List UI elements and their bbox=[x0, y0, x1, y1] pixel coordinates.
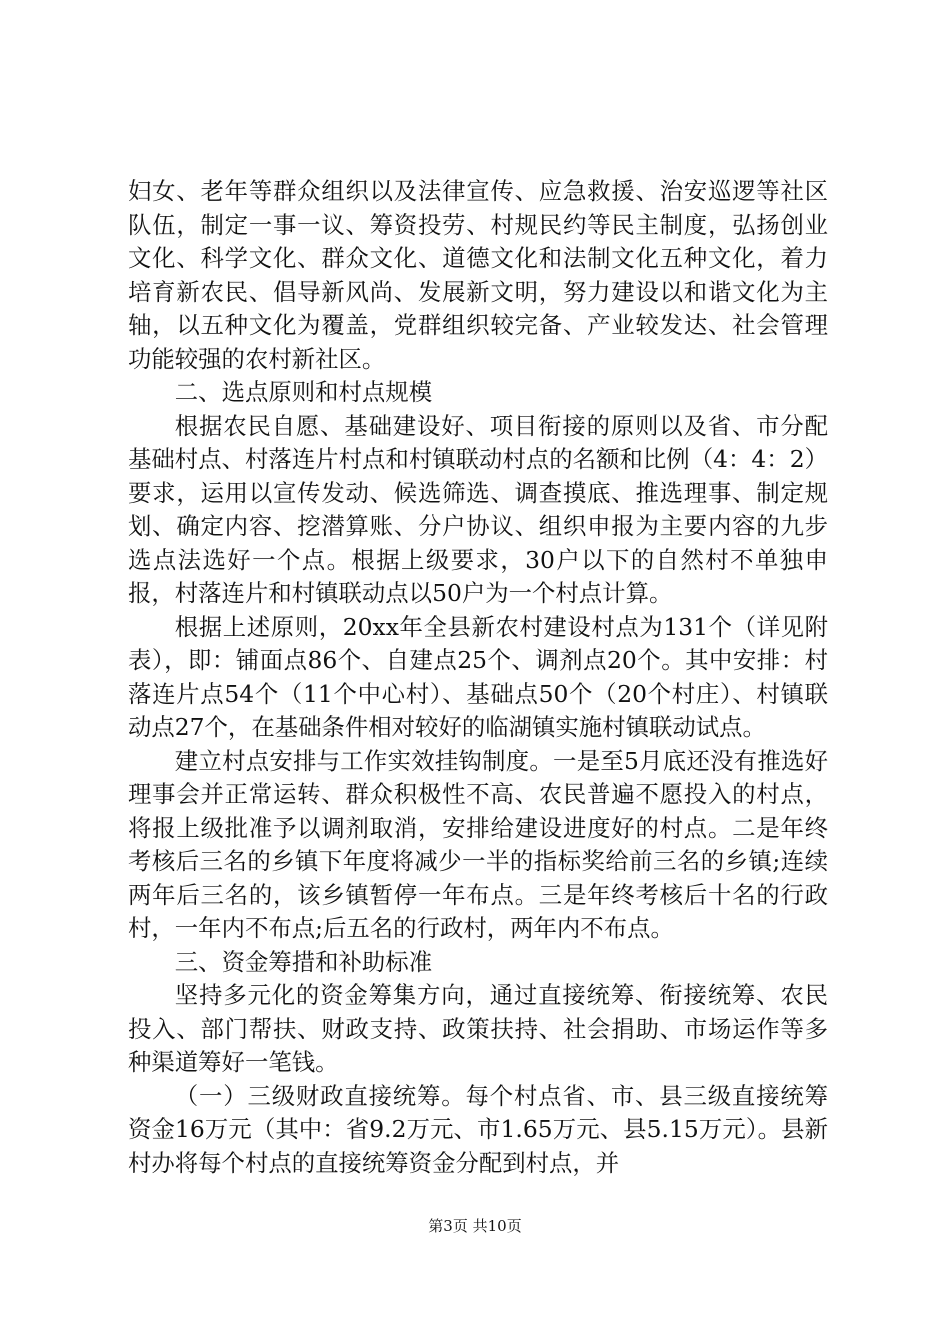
paragraph-5: 建立村点安排与工作实效挂钩制度。一是至5月底还没有推选好理事会并正常运转、群众积极性不高、农民普遍不愿投入的村点，将报上级批准予以调剂取消，安排给建设进度好的村点。二是年终考核后三名的乡镇下年度将减少一半的指标奖给前三名的乡镇;连续两年后三名的，该乡镇暂停一年布点。三是年终考核后十名的行政村，一年内不布点;后五名的行政村，两年内不布点。 bbox=[128, 746, 828, 942]
paragraph-8: （一）三级财政直接统筹。每个村点省、市、县三级直接统筹资金16万元（其中：省9.2万元、市1.65万元、县5.15万元）。县新村办将每个村点的直接统筹资金分配到村点，并 bbox=[128, 1081, 829, 1177]
page-number-footer: 第3页 共10页 bbox=[428, 1217, 522, 1235]
paragraph-7: 坚持多元化的资金筹集方向，通过直接统筹、衔接统筹、农民投入、部门帮扶、财政支持、政策扶持、社会捐助、市场运作等多种渠道筹好一笔钱。 bbox=[128, 981, 828, 1076]
section-heading-3: 三、资金筹措和补助标准 bbox=[174, 947, 433, 976]
section-heading-2: 二、选点原则和村点规模 bbox=[174, 378, 433, 406]
paragraph-3: 根据农民自愿、基础建设好、项目衔接的原则以及省、市分配基础村点、村落连片村点和村镇联动村点的名额和比例（4：4：2）要求，运用以宣传发动、候选筛选、调查摸底、推选理事、制定规划、确定内容、挖潜算账、分户协议、组织申报为主要内容的九步选点法选好一个点。根据上级要求，30户以下的自然村不单独申报，村落连片和村镇联动点以50户为一个村点计算。 bbox=[128, 411, 828, 607]
paragraph-4: 根据上述原则，20xx年全县新农村建设村点为131个（详见附表），即：铺面点86个、自建点25个、调剂点20个。其中安排：村落连片点54个（11个中心村）、基础点50个（20个村庄）、村镇联动点27个，在基础条件相对较好的临湖镇实施村镇联动试点。 bbox=[128, 612, 828, 741]
paragraph-1: 妇女、老年等群众组织以及法律宣传、应急救援、治安巡逻等社区队伍，制定一事一议、筹资投劳、村规民约等民主制度，弘扬创业文化、科学文化、群众文化、道德文化和法制文化五种文化，着力培育新农民、倡导新风尚、发展新文明，努力建设以和谐文化为主轴，以五种文化为覆盖，党群组织较完备、产业较发达、社会管理功能较强的农村新社区。 bbox=[128, 177, 828, 373]
document-body bbox=[128, 175, 828, 1180]
